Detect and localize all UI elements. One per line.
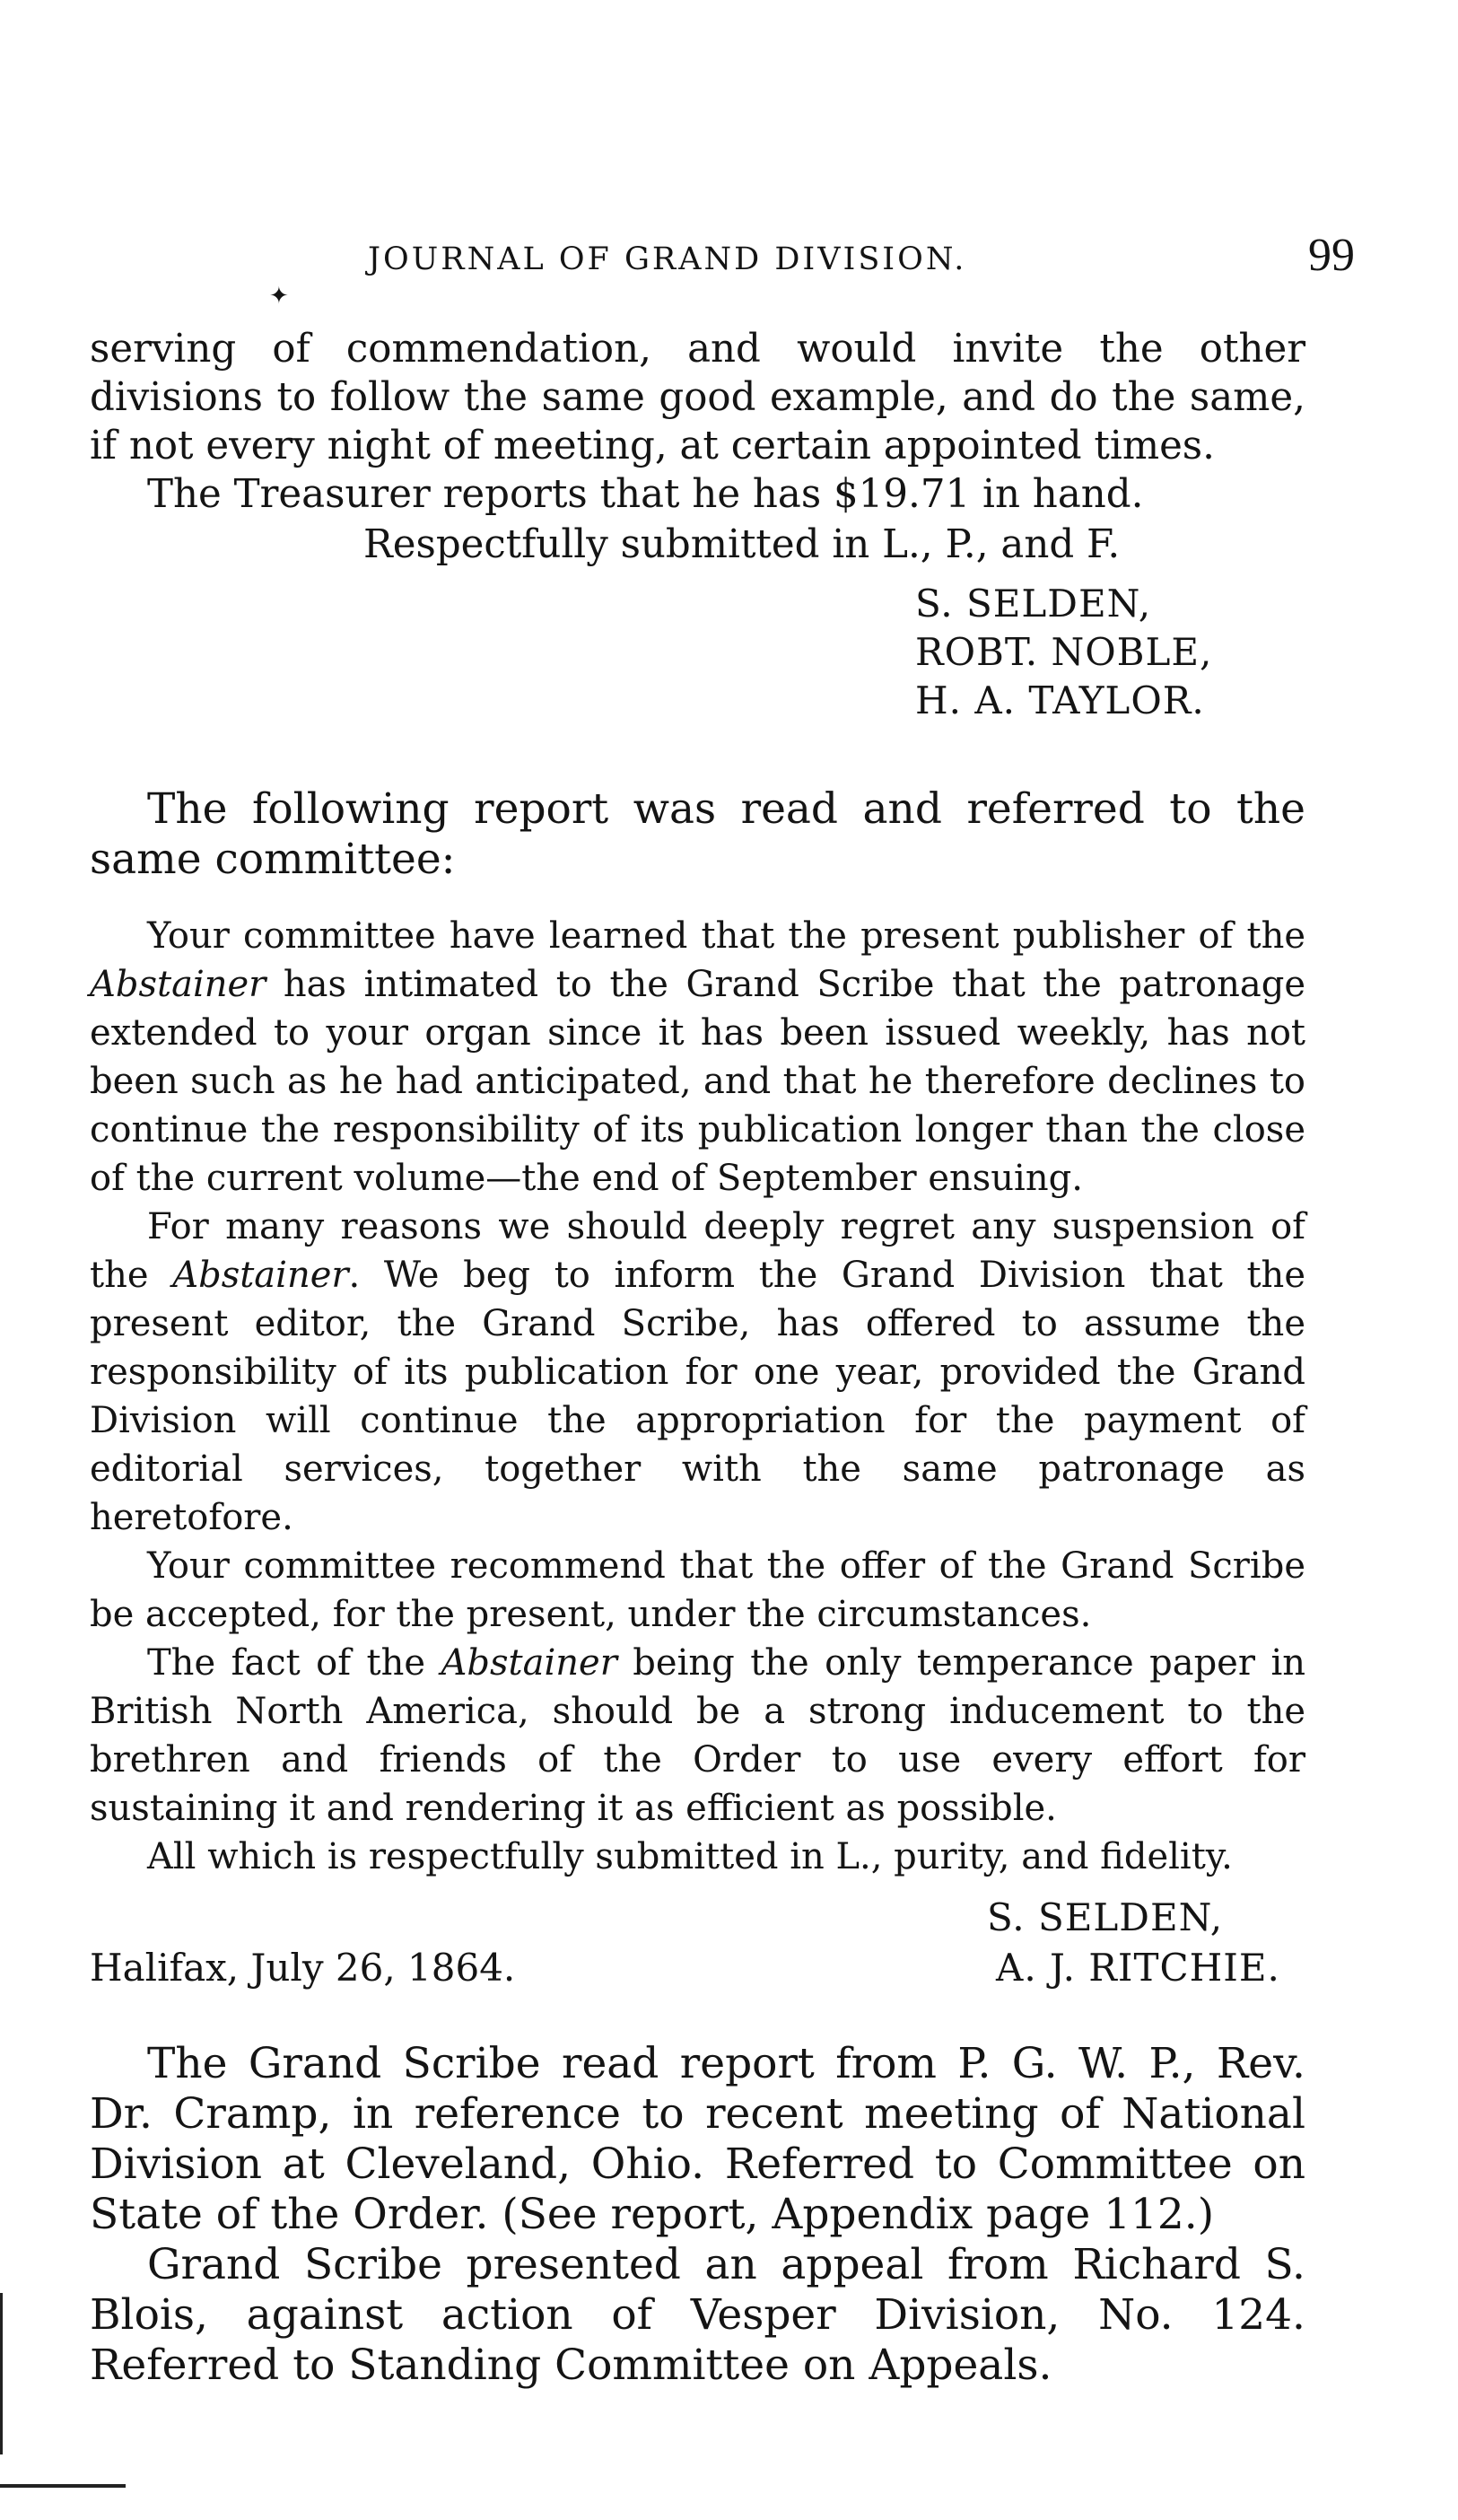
signature-block — [90, 1895, 1305, 1996]
paragraph: The fact of the Abstainer being the only temperance paper in British North America, should be a strong inducement to the brethren and friends of the Order to use every effort for sustaining it and rendering it as efficient as possible. — [90, 1642, 1305, 1829]
signer: H. A. TAYLOR. — [915, 678, 1205, 722]
report-one — [90, 325, 1305, 725]
printer-mark: ✦ — [269, 283, 289, 310]
signer: ROBT. NOBLE, — [915, 630, 1213, 674]
footer-rule — [0, 2484, 126, 2488]
paragraph: serving of commendation, and would invite the other divisions to follow the same good example, and do the same, if not every night of meeting, at certain appointed times. — [90, 327, 1305, 468]
paragraph: For many reasons we should deeply regret any suspension of the Abstainer. We beg to inform the Grand Division that the present editor, the Grand Scribe, has offered to assume the responsibility of its publication for one year, provided the Grand Division will continue the appropriation for the payment of editorial services, together with the same patronage as heretofore. — [90, 1206, 1305, 1538]
treasurer-report: The Treasurer reports that he has $19.71 in hand. — [147, 472, 1144, 517]
signer: A. J. RITCHIE. — [996, 1946, 1280, 1990]
report-two — [90, 912, 1305, 1996]
signer: S. SELDEN, — [987, 1895, 1224, 1939]
page-number: 99 — [1308, 230, 1355, 281]
intro-paragraph: The following report was read and referred to the same committee: — [90, 784, 1305, 884]
signer: S. SELDEN, — [915, 582, 1152, 626]
paragraph: Your committee recommend that the offer of the Grand Scribe be accepted, for the present, under the circumstances. — [90, 1545, 1305, 1635]
page-body — [90, 325, 1305, 2391]
running-head: JOURNAL OF GRAND DIVISION. — [368, 241, 967, 277]
closing-section — [90, 2039, 1305, 2391]
paragraph: Grand Scribe presented an appeal from Richard S. Blois, against action of Vesper Division, No. 124. Referred to Standing Committee on Appeals. — [90, 2240, 1305, 2390]
periodical-title: Abstainer — [441, 1642, 617, 1684]
margin-rule — [0, 2293, 3, 2454]
paragraph: The Grand Scribe read report from P. G. W. P., Rev. Dr. Cramp, in reference to recent meeting of National Division at Cleveland, Ohio. Referred to Committee on State of the Order. (See report, Appendix page 112.) — [90, 2039, 1305, 2239]
periodical-title: Abstainer — [90, 964, 266, 1005]
paragraph: Your committee have learned that the present publisher of the Abstainer has intimated to the Grand Scribe that the patronage extended to your organ since it has been issued weekly, has not been such as he had anticipated, and that he therefore declines to continue the responsibility of its publication longer than the close of the current volume—the end of September ensuing. — [90, 915, 1305, 1199]
page-header — [90, 229, 1355, 310]
closing-formula: Respectfully submitted in L., P., and F. — [363, 522, 1121, 567]
periodical-title: Abstainer — [172, 1255, 349, 1296]
paragraph: All which is respectfully submitted in L., purity, and fidelity. — [147, 1836, 1233, 1877]
signatories — [915, 580, 1305, 725]
place-date: Halifax, July 26, 1864. — [90, 1946, 516, 1990]
